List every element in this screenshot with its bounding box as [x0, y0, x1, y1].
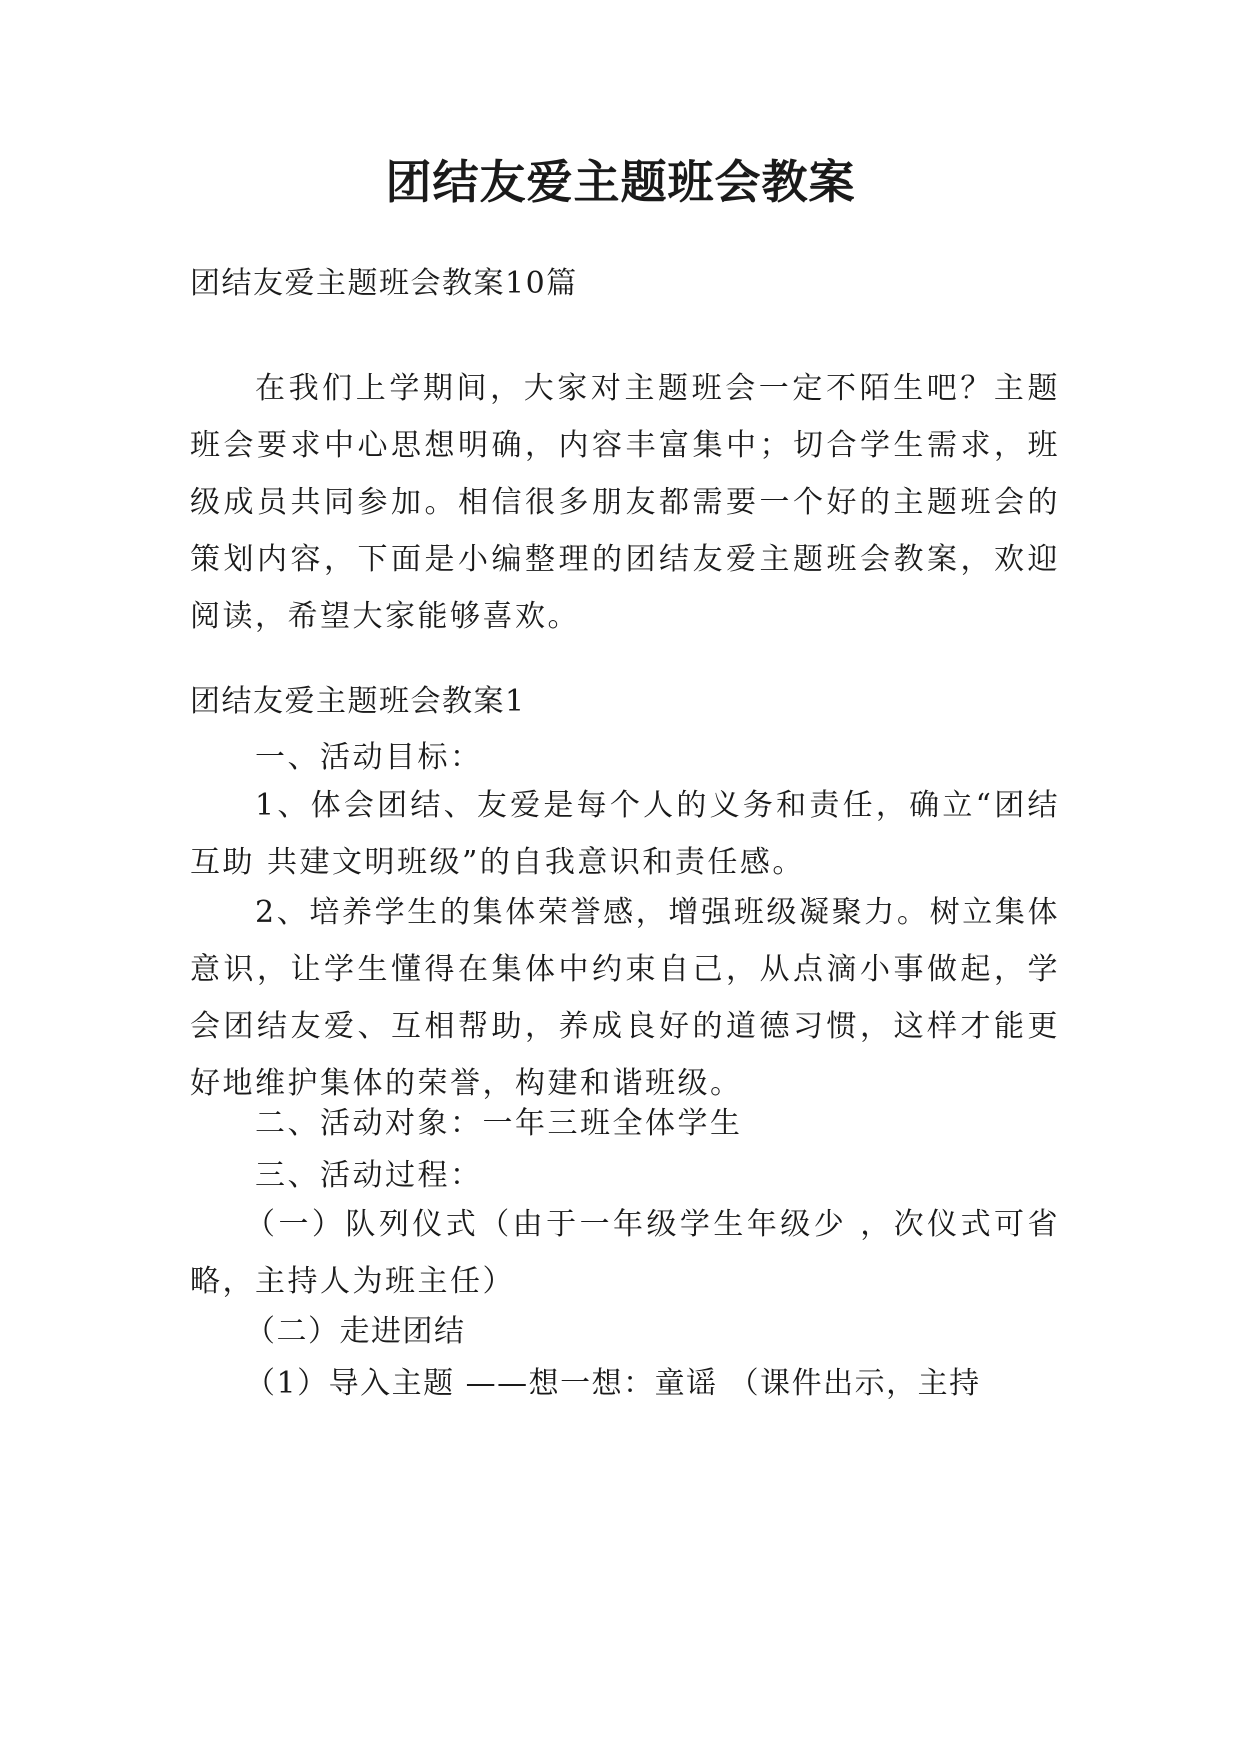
process-step-2: （二）走进团结: [245, 1314, 466, 1349]
intro-paragraph: 在我们上学期间，大家对主题班会一定不陌生吧？主题班会要求中心思想明确，内容丰富集中；切合学生需求，班级成员共同参加。相信很多朋友都需要一个好的主题班会的策划内容，下面是小编整理的团结友爱主题班会教案，欢迎阅读，希望大家能够喜欢。: [190, 371, 1060, 634]
section-heading: 团结友爱主题班会教案1: [190, 684, 526, 719]
process-step-2-1: （1）导入主题 ——想一想：童谣 （课件出示，主持: [245, 1366, 981, 1401]
page-title: 团结友爱主题班会教案: [385, 155, 856, 209]
process-heading: 三、活动过程：: [255, 1158, 483, 1193]
document-subtitle: 团结友爱主题班会教案10篇: [190, 266, 578, 301]
goals-heading: 一、活动目标：: [255, 740, 483, 775]
goal-item-2: 2、培养学生的集体荣誉感，增强班级凝聚力。树立集体意识，让学生懂得在集体中约束自己，从点滴小事做起，学会团结友爱、互相帮助，养成良好的道德习惯，这样才能更好地维护集体的荣誉，构建和谐班级。: [190, 895, 1060, 1101]
process-step-1: （一）队列仪式（由于一年级学生年级少 ，次仪式可省略，主持人为班主任）: [190, 1207, 1060, 1299]
activity-target: 二、活动对象：一年三班全体学生: [255, 1106, 743, 1141]
goal-item-1: 1、体会团结、友爱是每个人的义务和责任，确立“团结互助 共建文明班级”的自我意识和责任感。: [190, 788, 1060, 880]
